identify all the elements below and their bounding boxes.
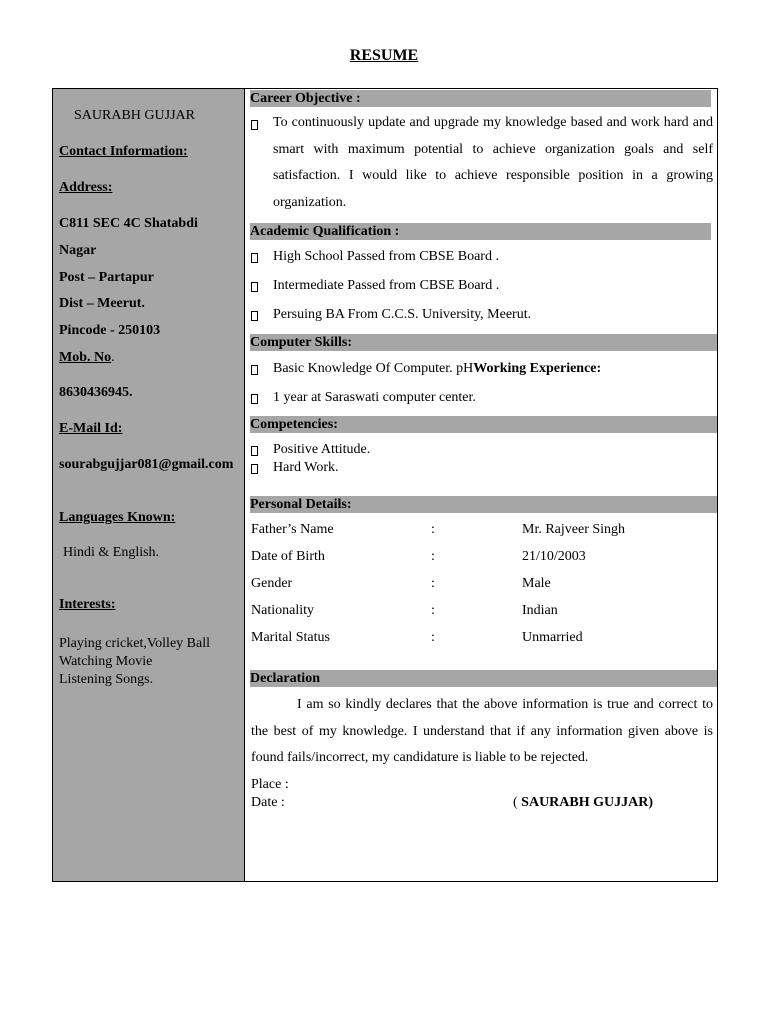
address-line: Pincode - 250103 <box>59 323 161 338</box>
resume-title: RESUME <box>349 47 419 64</box>
interests-heading: Interests: <box>59 597 116 612</box>
personal-separator: : <box>431 549 435 564</box>
personal-label: Date of Birth <box>251 549 325 564</box>
personal-separator: : <box>431 630 435 645</box>
sidebar <box>53 89 245 881</box>
academic-heading: Academic Qualification : <box>250 223 711 240</box>
academic-item: Persuing BA From C.C.S. University, Meerut. <box>273 307 532 322</box>
computer-item <box>273 361 601 377</box>
competencies-heading: Competencies: <box>250 416 717 433</box>
candidate-name: SAURABH GUJJAR <box>74 108 195 123</box>
address-line: Post – Partapur <box>59 270 154 285</box>
main-content <box>245 89 717 881</box>
personal-value: Male <box>522 576 551 591</box>
personal-separator: : <box>431 576 435 591</box>
computer-heading: Computer Skills: <box>250 334 717 351</box>
interest-item: Playing cricket,Volley Ball <box>59 636 210 651</box>
interest-item: Watching Movie <box>59 654 153 669</box>
bullet-icon <box>251 253 258 263</box>
mobile-label: Mob. No <box>59 350 112 365</box>
address-line: Nagar <box>59 243 97 258</box>
career-text: To continuously update and upgrade my knowledge based and work hard and smart with maximum potential to achieve organization goals and self satisfaction. I would like to achieve responsible position in a growing organization. <box>273 115 713 211</box>
place-label: Place : <box>251 777 289 792</box>
bullet-icon <box>251 282 258 292</box>
address-heading: Address: <box>59 180 113 195</box>
personal-label: Gender <box>251 576 293 591</box>
personal-value: Indian <box>522 603 558 618</box>
personal-label: Nationality <box>251 603 314 618</box>
bullet-icon <box>251 446 258 456</box>
personal-heading: Personal Details: <box>250 496 717 513</box>
bullet-icon <box>251 394 258 404</box>
experience-heading: Working Experience: <box>473 361 602 376</box>
contact-heading: Contact Information: <box>59 144 188 159</box>
experience-item: 1 year at Saraswati computer center. <box>273 390 476 405</box>
competency-item: Positive Attitude. <box>273 442 371 457</box>
personal-value: 21/10/2003 <box>522 549 586 564</box>
personal-separator: : <box>431 603 435 618</box>
bullet-icon <box>251 365 258 375</box>
signature-name: SAURABH GUJJAR) <box>521 795 654 810</box>
languages-value: Hindi & English. <box>63 545 160 560</box>
personal-separator: : <box>431 522 435 537</box>
declaration-text: I am so kindly declares that the above information is true and correct to the best of my knowledge. I understand that if any information given above is found fails/incorrect, my candidature is liable to be rejected. <box>251 697 713 766</box>
languages-heading: Languages Known: <box>59 510 176 525</box>
bullet-icon <box>251 464 258 474</box>
signature-prefix: ( <box>513 795 522 810</box>
bullet-icon <box>251 311 258 321</box>
mobile-number: 8630436945. <box>59 385 133 400</box>
academic-item: High School Passed from CBSE Board . <box>273 249 499 264</box>
date-label: Date : <box>251 795 285 810</box>
career-heading: Career Objective : <box>250 90 711 107</box>
computer-item-text: Basic Knowledge Of Computer. pH <box>273 361 474 376</box>
email-value: sourabgujjar081@gmail.com <box>59 457 234 472</box>
bullet-icon <box>251 120 258 130</box>
declaration-heading: Declaration <box>250 670 717 687</box>
address-line: Dist – Meerut. <box>59 296 145 311</box>
interest-item: Listening Songs. <box>59 672 154 687</box>
personal-value: Mr. Rajveer Singh <box>522 522 626 537</box>
email-heading: E-Mail Id: <box>59 421 123 436</box>
personal-label: Father’s Name <box>251 522 334 537</box>
mobile-label-dot: . <box>111 350 115 365</box>
competency-item: Hard Work. <box>273 460 339 475</box>
mobile-heading <box>59 350 115 366</box>
resume-frame <box>52 88 718 882</box>
academic-item: Intermediate Passed from CBSE Board . <box>273 278 500 293</box>
signature <box>513 795 653 811</box>
personal-value: Unmarried <box>522 630 583 645</box>
personal-label: Marital Status <box>251 630 330 645</box>
address-line: C811 SEC 4C Shatabdi <box>59 216 198 231</box>
